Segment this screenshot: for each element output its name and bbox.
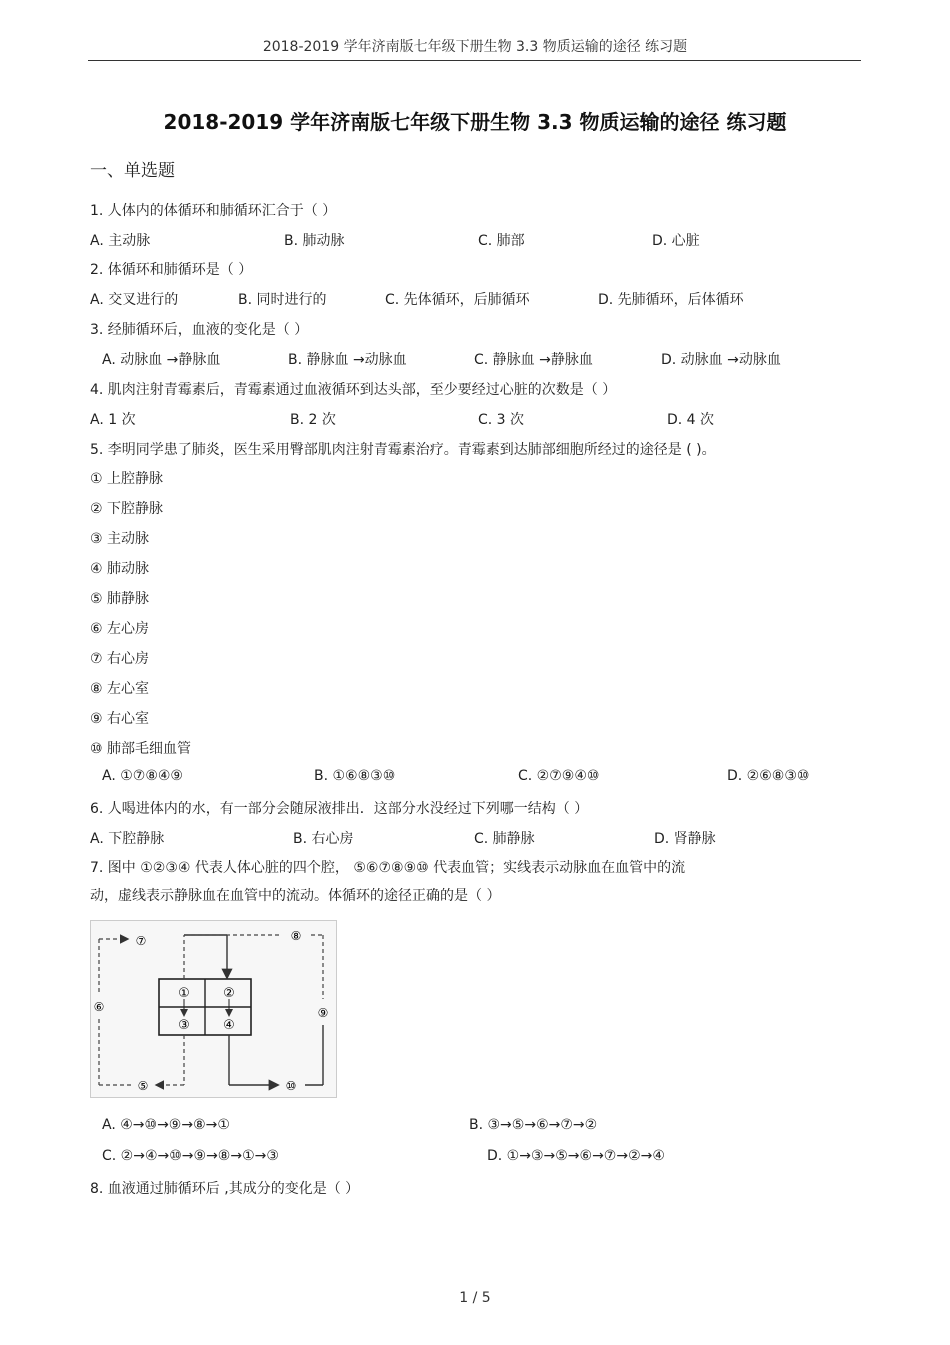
question-4-stem: 4. 肌肉注射青霉素后，青霉素通过血液循环到达头部，至少要经过心脏的次数是（ ）	[90, 382, 617, 398]
chamber-2-label: ②	[223, 986, 235, 1001]
question-4-option-d[interactable]: D. 4 次	[667, 412, 715, 428]
question-6-option-d[interactable]: D. 肾静脉	[654, 831, 716, 847]
question-5-item: ⑩ 肺部毛细血管	[90, 741, 192, 757]
question-7-option-c[interactable]: C. ②→④→⑩→⑨→⑧→①→③	[102, 1148, 279, 1164]
question-5-item: ⑤ 肺静脉	[90, 591, 150, 607]
question-1-option-b[interactable]: B. 肺动脉	[284, 233, 345, 249]
heart-circulation-diagram	[90, 920, 337, 1098]
question-4-option-a[interactable]: A. 1 次	[90, 412, 136, 428]
header-rule	[88, 60, 861, 61]
question-2-stem: 2. 体循环和肺循环是（ ）	[90, 262, 253, 278]
question-2-option-b[interactable]: B. 同时进行的	[238, 292, 327, 308]
question-2-option-d[interactable]: D. 先肺循环，后体循环	[598, 292, 744, 308]
vessel-6-label: ⑥	[93, 1000, 105, 1014]
chamber-3-label: ③	[178, 1018, 190, 1033]
question-1-option-a[interactable]: A. 主动脉	[90, 233, 151, 249]
question-1-option-c[interactable]: C. 肺部	[478, 233, 525, 249]
page-title: 2018-2019 学年济南版七年级下册生物 3.3 物质运输的途径 练习题	[163, 110, 787, 134]
question-3-option-d[interactable]: D. 动脉血 →动脉血	[661, 352, 781, 368]
question-6-option-b[interactable]: B. 右心房	[293, 831, 354, 847]
question-7-option-a[interactable]: A. ④→⑩→⑨→⑧→①	[102, 1117, 230, 1133]
question-5-option-a[interactable]: A. ①⑦⑧④⑨	[102, 768, 183, 784]
question-6-option-a[interactable]: A. 下腔静脉	[90, 831, 165, 847]
question-5-stem: 5. 李明同学患了肺炎，医生采用臀部肌肉注射青霉素治疗。青霉素到达肺部细胞所经过的途径是 ( )。	[90, 442, 716, 458]
vessel-8-label: ⑧	[290, 929, 302, 943]
question-7-option-b[interactable]: B. ③→⑤→⑥→⑦→②	[469, 1117, 598, 1133]
question-5-item: ⑨ 右心室	[90, 711, 150, 727]
page-number: 1 / 5	[459, 1290, 491, 1306]
question-5-item: ⑥ 左心房	[90, 621, 150, 637]
question-4-option-c[interactable]: C. 3 次	[478, 412, 525, 428]
question-1-option-d[interactable]: D. 心脏	[652, 233, 700, 249]
question-1-stem: 1. 人体内的体循环和肺循环汇合于（ ）	[90, 203, 337, 219]
circulation-svg	[91, 921, 336, 1097]
question-2-option-a[interactable]: A. 交叉进行的	[90, 292, 179, 308]
question-5-item: ② 下腔静脉	[90, 501, 164, 517]
question-5-item: ① 上腔静脉	[90, 471, 164, 487]
question-3-stem: 3. 经肺循环后，血液的变化是（ ）	[90, 322, 309, 338]
question-5-item: ④ 肺动脉	[90, 561, 150, 577]
chamber-4-label: ④	[223, 1018, 235, 1033]
question-5-option-b[interactable]: B. ①⑥⑧③⑩	[314, 768, 396, 784]
question-3-option-b[interactable]: B. 静脉血 →动脉血	[288, 352, 407, 368]
question-3-option-a[interactable]: A. 动脉血 →静脉血	[102, 352, 221, 368]
question-7-option-d[interactable]: D. ①→③→⑤→⑥→⑦→②→④	[487, 1148, 665, 1164]
question-5-item: ③ 主动脉	[90, 531, 150, 547]
running-header: 2018-2019 学年济南版七年级下册生物 3.3 物质运输的途径 练习题	[262, 39, 688, 55]
question-7-stem: 7. 图中 ①②③④ 代表人体心脏的四个腔， ⑤⑥⑦⑧⑨⑩ 代表血管；实线表示动脉血在血管中的流	[90, 860, 686, 876]
chamber-1-label: ①	[178, 986, 190, 1001]
vessel-5-label: ⑤	[137, 1079, 149, 1093]
question-5-item: ⑧ 左心室	[90, 681, 150, 697]
question-6-stem: 6. 人喝进体内的水，有一部分会随尿液排出．这部分水没经过下列哪一结构（ ）	[90, 801, 589, 817]
question-5-option-d[interactable]: D. ②⑥⑧③⑩	[727, 768, 810, 784]
vessel-9-label: ⑨	[317, 1006, 329, 1020]
question-3-option-c[interactable]: C. 静脉血 →静脉血	[474, 352, 593, 368]
vessel-7-label: ⑦	[135, 934, 147, 948]
question-7-stem-continued: 动，虚线表示静脉血在血管中的流动。体循环的途径正确的是（ ）	[90, 888, 501, 904]
section-heading: 一、单选题	[90, 161, 175, 181]
question-4-option-b[interactable]: B. 2 次	[290, 412, 336, 428]
question-5-option-c[interactable]: C. ②⑦⑨④⑩	[518, 768, 600, 784]
vessel-10-label: ⑩	[285, 1079, 297, 1093]
question-6-option-c[interactable]: C. 肺静脉	[474, 831, 535, 847]
question-2-option-c[interactable]: C. 先体循环，后肺循环	[385, 292, 530, 308]
question-8-stem: 8. 血液通过肺循环后 ,其成分的变化是（ ）	[90, 1181, 360, 1197]
question-5-item: ⑦ 右心房	[90, 651, 150, 667]
